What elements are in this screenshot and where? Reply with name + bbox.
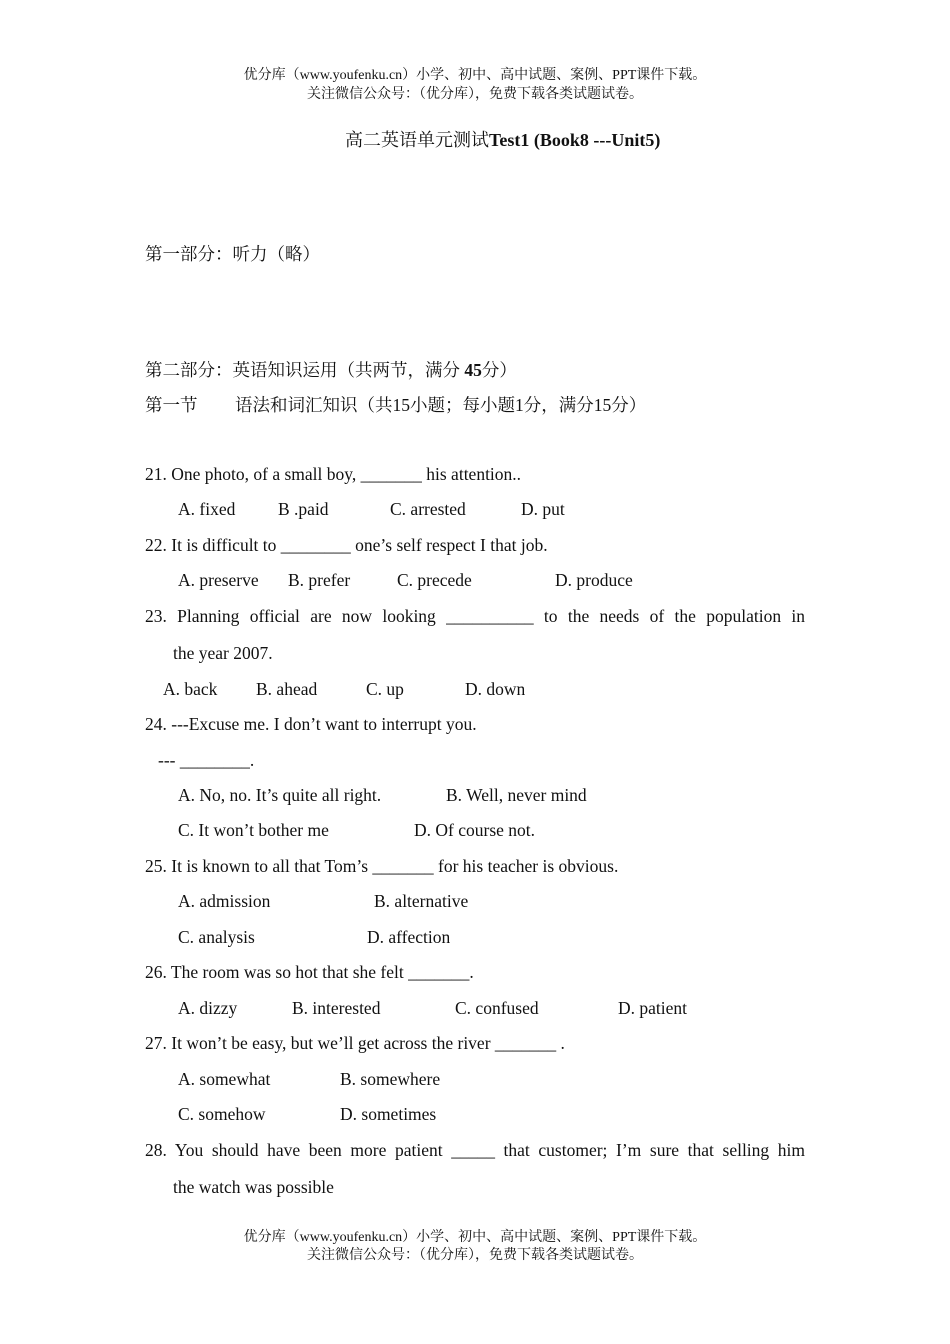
question-22-stem: 22. It is difficult to ________ one’s self respect I that job. (145, 535, 548, 555)
footer-line-2: 关注微信公众号：（优分库），免费下载各类试题试卷。 (307, 1248, 643, 1263)
option-c: C. precede (397, 570, 472, 590)
option-a: A. No, no. It’s quite all right. (178, 785, 382, 805)
option-b: B. ahead (256, 679, 318, 699)
option-b: B. somewhere (340, 1069, 441, 1089)
option-b: B. prefer (288, 570, 351, 590)
option-c: C. somehow (178, 1104, 266, 1124)
option-d: D. down (465, 679, 526, 699)
option-d: D. Of course not. (414, 820, 536, 840)
option-b: B. interested (292, 998, 381, 1018)
question-28-stem-cont: the watch was possible (173, 1177, 334, 1197)
question-25-stem: 25. It is known to all that Tom’s _______ for his teacher is obvious. (145, 856, 619, 876)
option-c: C. It won’t bother me (178, 820, 329, 840)
part2-pre: 第二部分：英语知识运用（共两节，满分 (145, 360, 460, 380)
header-line-2: 关注微信公众号：（优分库），免费下载各类试题试卷。 (307, 87, 643, 102)
option-c: C. analysis (178, 927, 255, 947)
option-b: B .paid (278, 499, 329, 519)
question-21-stem: 21. One photo, of a small boy, _______ his attention.. (145, 464, 522, 484)
option-d: D. sometimes (340, 1104, 437, 1124)
option-a: A. admission (178, 891, 271, 911)
question-27-stem: 27. It won’t be easy, but we’ll get across the river _______ . (145, 1033, 565, 1053)
question-24-reply: --- ________. (158, 750, 255, 770)
section1-heading (145, 392, 647, 417)
title-en: Test1 (Book8 ---Unit5) (489, 130, 661, 150)
question-28-stem: 28. You should have been more patient _____ that customer; I’m sure that selling him (145, 1140, 805, 1160)
option-b: B. Well, never mind (446, 785, 587, 805)
option-c: C. confused (455, 998, 539, 1018)
option-a: A. back (163, 679, 218, 699)
option-d: D. affection (367, 927, 451, 947)
question-26-stem: 26. The room was so hot that she felt _______. (145, 962, 474, 982)
option-a: A. preserve (178, 570, 259, 590)
option-a: A. somewhat (178, 1069, 271, 1089)
option-a: A. dizzy (178, 998, 238, 1018)
option-a: A. fixed (178, 499, 236, 519)
title-cn: 高二英语单元测试 (345, 130, 489, 150)
question-23-stem-cont: the year 2007. (173, 643, 273, 663)
question-23-stem: 23. Planning official are now looking __________ to the needs of the population in (145, 606, 805, 626)
page-title (345, 126, 660, 152)
part2-post: 分） (481, 360, 517, 380)
option-c: C. arrested (390, 499, 466, 519)
option-d: D. put (521, 499, 565, 519)
option-d: D. patient (618, 998, 688, 1018)
header-line-1: 优分库（www.youfenku.cn）小学、初中、高中试题、案例、PPT课件下载。 (243, 68, 707, 83)
section1-label: 第一节 (145, 395, 198, 415)
question-24-stem: 24. ---Excuse me. I don’t want to interrupt you. (145, 714, 477, 734)
section1-desc: 语法和词汇知识（共15小题；每小题1分，满分15分） (235, 395, 647, 415)
option-d: D. produce (555, 570, 633, 590)
part2-score: 45 (464, 360, 482, 380)
part2-heading (145, 357, 517, 382)
option-c: C. up (366, 679, 404, 699)
option-b: B. alternative (374, 891, 469, 911)
footer-line-1: 优分库（www.youfenku.cn）小学、初中、高中试题、案例、PPT课件下载。 (243, 1230, 707, 1245)
part1-heading: 第一部分：听力（略） (145, 244, 320, 264)
